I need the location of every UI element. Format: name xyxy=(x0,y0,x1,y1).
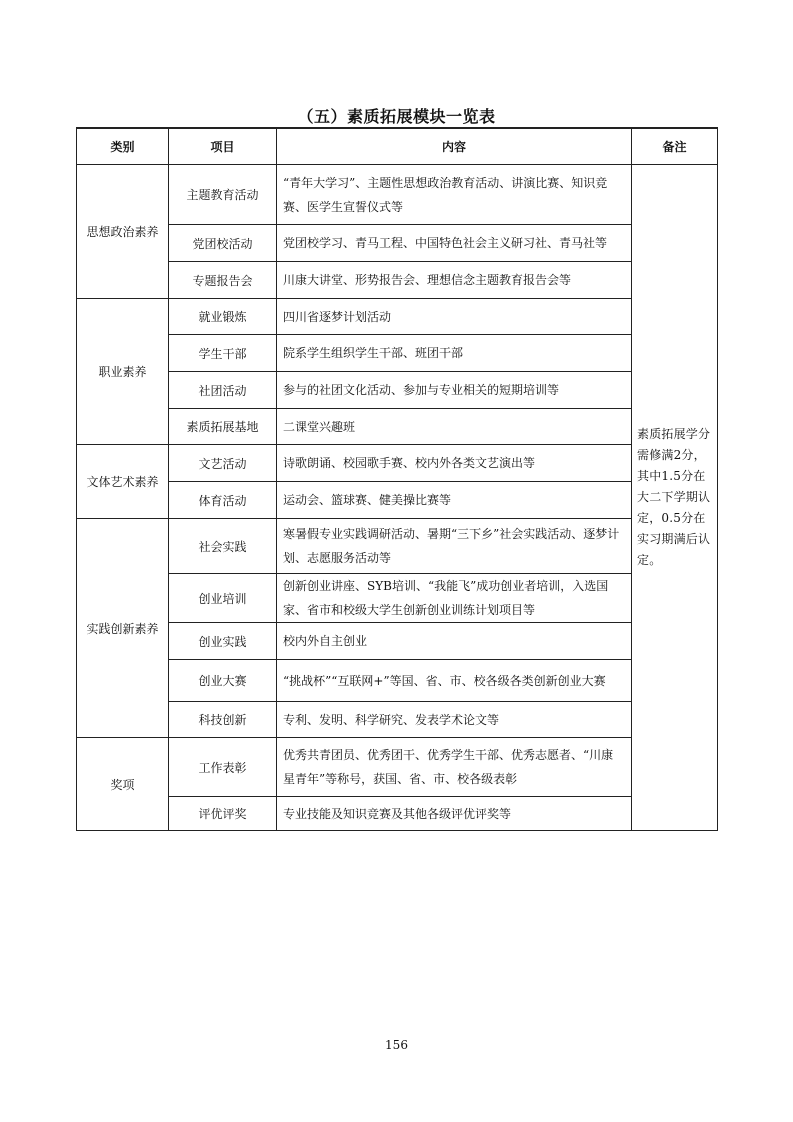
table-row xyxy=(77,335,718,372)
category-cell: 实践创新素养 xyxy=(77,519,169,738)
item-cell: 工作表彰 xyxy=(169,738,277,797)
table-row xyxy=(77,738,718,797)
content-cell: 专业技能及知识竞赛及其他各级评优评奖等 xyxy=(277,797,632,831)
content-cell: “青年大学习”、主题性思想政治教育活动、讲演比赛、知识竞赛、医学生宣誓仪式等 xyxy=(277,165,632,225)
item-cell: 评优评奖 xyxy=(169,797,277,831)
note-cell: 素质拓展学分需修满2分，其中1.5分在大二下学期认定，0.5分在实习期满后认定。 xyxy=(632,165,718,831)
item-cell: 专题报告会 xyxy=(169,262,277,299)
content-cell: 四川省逐梦计划活动 xyxy=(277,299,632,335)
item-cell: 体育活动 xyxy=(169,482,277,519)
header-content: 内容 xyxy=(277,128,632,165)
table-row xyxy=(77,225,718,262)
item-cell: 创业培训 xyxy=(169,574,277,623)
table-row xyxy=(77,262,718,299)
table-row xyxy=(77,409,718,445)
content-cell: “挑战杯”“互联网+”等国、省、市、校各级各类创新创业大赛 xyxy=(277,660,632,702)
content-cell: 川康大讲堂、形势报告会、理想信念主题教育报告会等 xyxy=(277,262,632,299)
table-header-row xyxy=(77,128,718,165)
content-cell: 二课堂兴趣班 xyxy=(277,409,632,445)
content-cell: 创新创业讲座、SYB培训、“我能飞”成功创业者培训，入选国家、省市和校级大学生创新创业训练计划项目等 xyxy=(277,574,632,623)
content-cell: 优秀共青团员、优秀团干、优秀学生干部、优秀志愿者、“川康星青年”等称号，获国、省、市、校各级表彰 xyxy=(277,738,632,797)
content-cell: 院系学生组织学生干部、班团干部 xyxy=(277,335,632,372)
item-cell: 社会实践 xyxy=(169,519,277,574)
content-cell: 校内外自主创业 xyxy=(277,623,632,660)
item-cell: 科技创新 xyxy=(169,702,277,738)
item-cell: 就业锻炼 xyxy=(169,299,277,335)
content-cell: 专利、发明、科学研究、发表学术论文等 xyxy=(277,702,632,738)
item-cell: 党团校活动 xyxy=(169,225,277,262)
item-cell: 社团活动 xyxy=(169,372,277,409)
table-row xyxy=(77,445,718,482)
item-cell: 创业大赛 xyxy=(169,660,277,702)
page-title: （五）素质拓展模块一览表 xyxy=(297,107,496,126)
item-cell: 素质拓展基地 xyxy=(169,409,277,445)
content-cell: 运动会、篮球赛、健美操比赛等 xyxy=(277,482,632,519)
table-row xyxy=(77,372,718,409)
category-cell: 职业素养 xyxy=(77,299,169,445)
category-cell: 文体艺术素养 xyxy=(77,445,169,519)
content-cell: 党团校学习、青马工程、中国特色社会主义研习社、青马社等 xyxy=(277,225,632,262)
item-cell: 学生干部 xyxy=(169,335,277,372)
table-row xyxy=(77,299,718,335)
header-note: 备注 xyxy=(632,128,718,165)
quality-module-table xyxy=(76,127,718,831)
item-cell: 文艺活动 xyxy=(169,445,277,482)
table-row xyxy=(77,519,718,574)
category-cell: 奖项 xyxy=(77,738,169,831)
table-row xyxy=(77,660,718,702)
item-cell: 创业实践 xyxy=(169,623,277,660)
content-cell: 寒暑假专业实践调研活动、暑期“三下乡”社会实践活动、逐梦计划、志愿服务活动等 xyxy=(277,519,632,574)
content-cell: 诗歌朗诵、校园歌手赛、校内外各类文艺演出等 xyxy=(277,445,632,482)
table-row xyxy=(77,574,718,623)
table-row xyxy=(77,623,718,660)
content-cell: 参与的社团文化活动、参加与专业相关的短期培训等 xyxy=(277,372,632,409)
category-cell: 思想政治素养 xyxy=(77,165,169,299)
table-row xyxy=(77,482,718,519)
table-row xyxy=(77,165,718,225)
item-cell: 主题教育活动 xyxy=(169,165,277,225)
page-number: 156 xyxy=(385,1038,408,1052)
table-row xyxy=(77,702,718,738)
header-item: 项目 xyxy=(169,128,277,165)
table-row xyxy=(77,797,718,831)
header-category: 类别 xyxy=(77,128,169,165)
